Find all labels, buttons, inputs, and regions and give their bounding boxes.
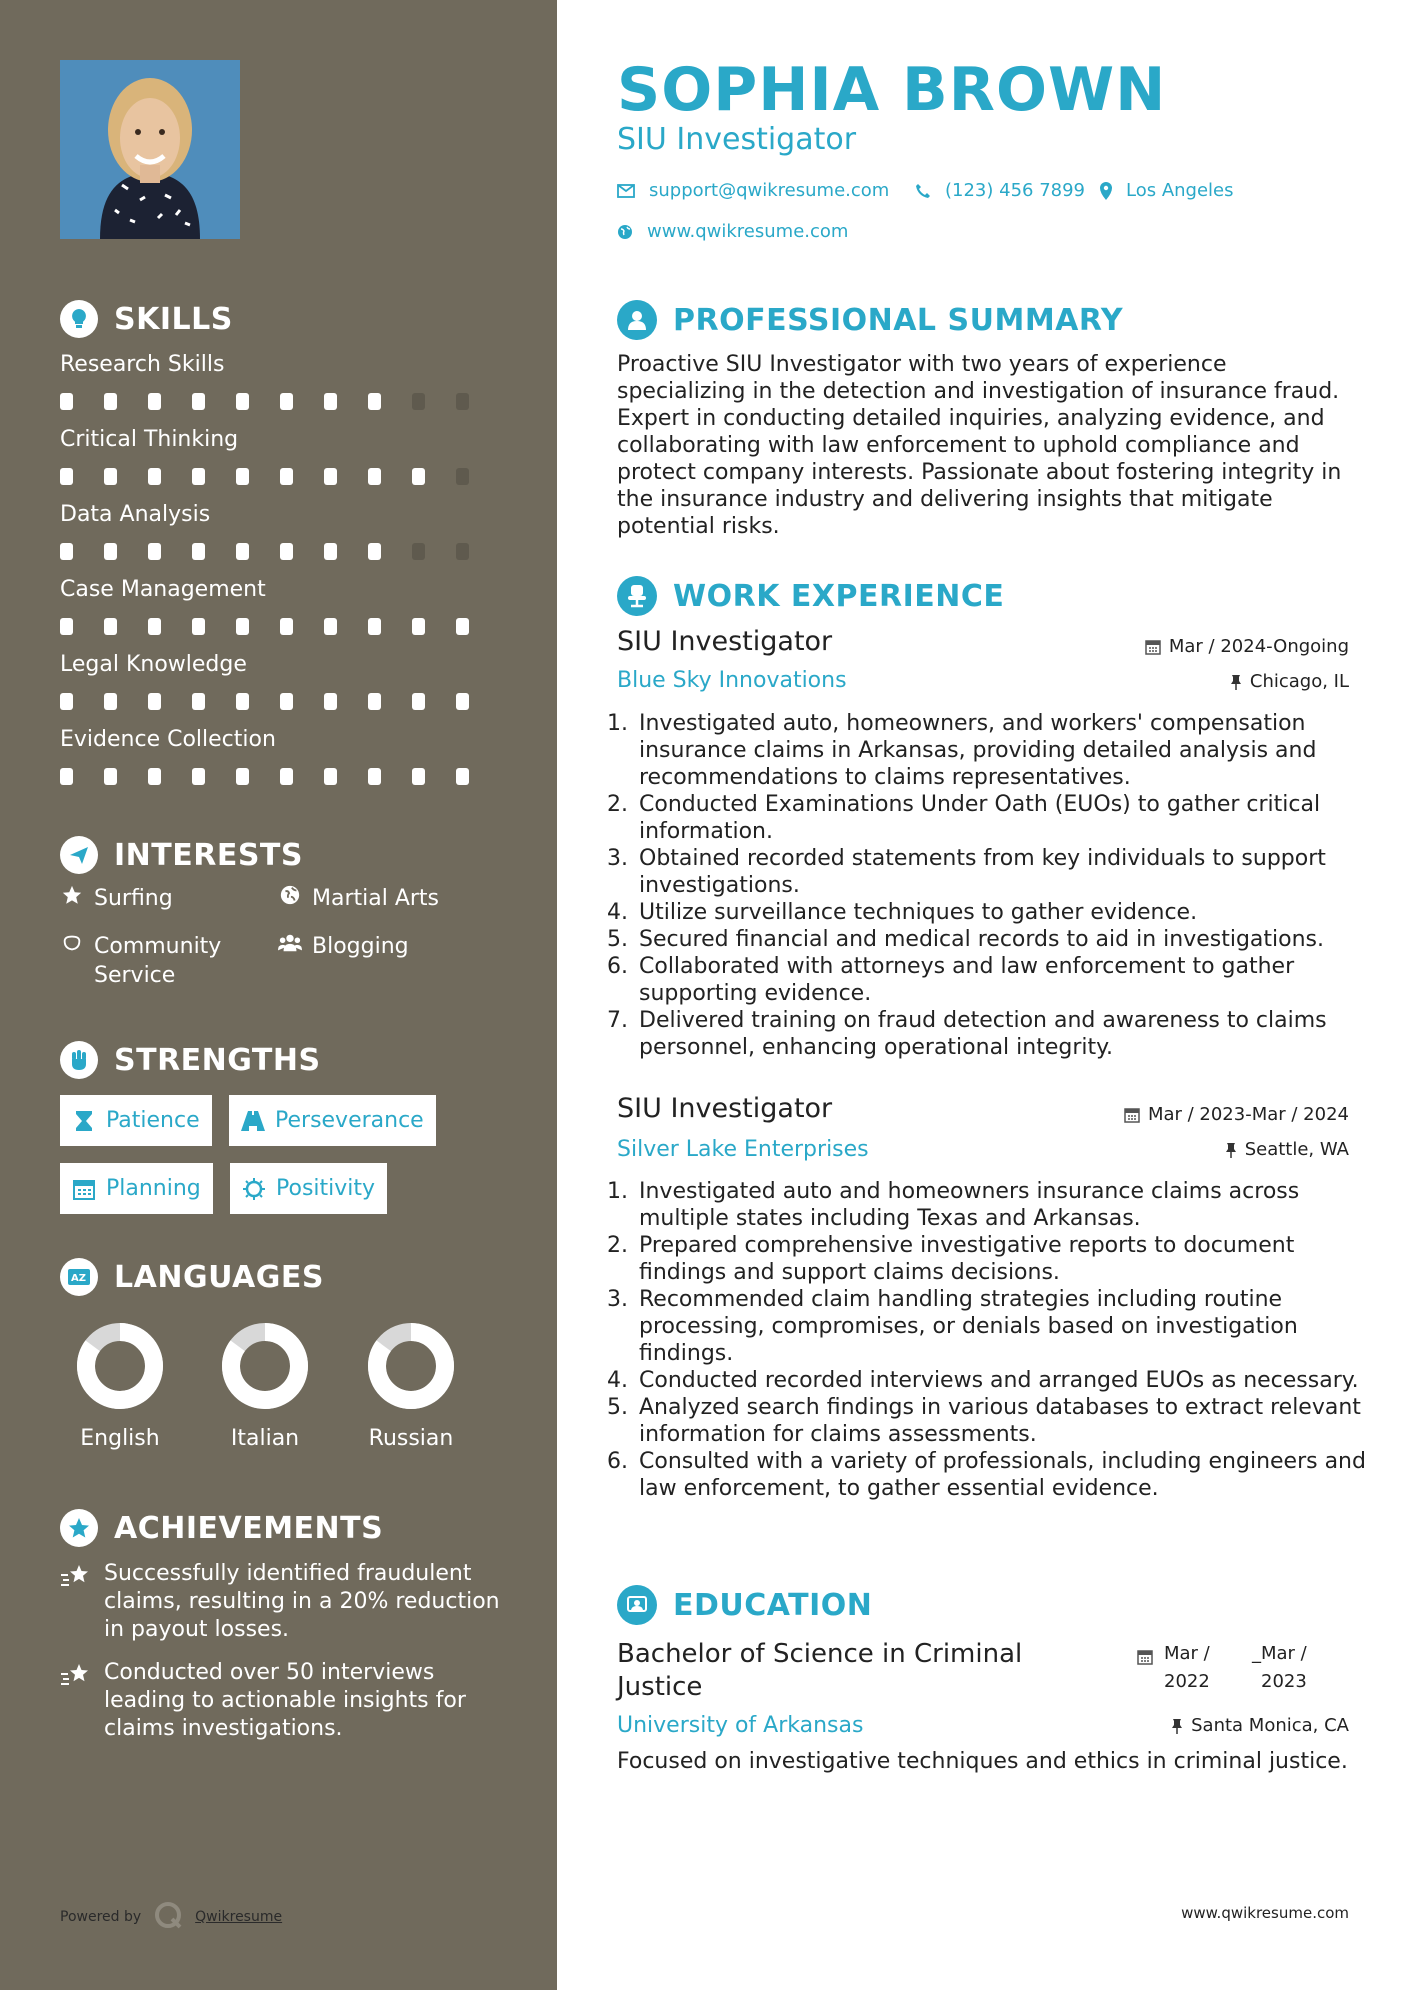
rating-dot — [324, 393, 337, 410]
rating-dot — [368, 618, 381, 635]
rating-dot — [368, 468, 381, 485]
skill-rating — [60, 393, 500, 410]
education-heading: EDUCATION — [617, 1585, 872, 1625]
shooting-star-icon — [60, 1560, 92, 1644]
languages-heading: AZ LANGUAGES — [60, 1258, 324, 1296]
rating-dot — [236, 543, 249, 560]
summary-text: Proactive SIU Investigator with two years of experience specializing in the detection and investigation of insurance fraud. Expert in conducting detailed inquiries, analyzing evidence, and collaborating with law enforcement to uphold compliance and protect company interests. Passionate about fostering integrity in the insurance industry and delivering insights that mitigate potential risks. — [617, 352, 1342, 539]
language-item: English — [55, 1322, 185, 1451]
rating-dot — [60, 693, 73, 710]
rating-dot — [148, 693, 161, 710]
rating-dot — [324, 543, 337, 560]
rating-dot — [60, 393, 73, 410]
list-item: 3. Recommended claim handling strategies including routine processing, compromises, or denials based on investigation findings. — [635, 1286, 1375, 1367]
rating-dot — [368, 693, 381, 710]
rating-dot — [60, 618, 73, 635]
skill-label: Research Skills — [60, 352, 225, 377]
rating-dot — [280, 543, 293, 560]
rating-dot — [324, 693, 337, 710]
language-item: Italian — [200, 1322, 330, 1451]
experience-heading: WORK EXPERIENCE — [617, 576, 1004, 616]
chair-icon — [617, 576, 657, 616]
contact-phone[interactable]: (123) 456 7899 — [915, 180, 1085, 201]
education-location: Santa Monica, CA — [1171, 1715, 1349, 1736]
star-badge-icon — [60, 1509, 98, 1547]
rating-dot — [324, 768, 337, 785]
sidebar — [0, 0, 557, 1990]
rating-dot — [412, 468, 425, 485]
rating-dot — [192, 618, 205, 635]
calendar-icon — [1145, 639, 1161, 655]
language-donut — [367, 1322, 455, 1410]
profile-photo — [60, 60, 240, 239]
list-item: 7. Delivered training on fraud detection and awareness to claims personnel, enhancing operational integrity. — [635, 1007, 1375, 1061]
powered-by: Powered by Qwikresume — [60, 1900, 282, 1934]
rating-dot — [368, 543, 381, 560]
list-item: 2. Prepared comprehensive investigative reports to document findings and support claims decisions. — [635, 1232, 1375, 1286]
job-location: Seattle, WA — [1225, 1139, 1349, 1160]
skill-item — [60, 352, 500, 410]
list-item: 5. Analyzed search findings in various databases to extract relevant information for claims assessments. — [635, 1394, 1375, 1448]
rating-dot — [280, 693, 293, 710]
list-item: 1. Investigated auto and homeowners insurance claims across multiple states including Texas and Arkansas. — [635, 1178, 1375, 1232]
skill-item — [60, 502, 500, 560]
list-item: 6. Consulted with a variety of professionals, including engineers and law enforcement, to gather essential evidence. — [635, 1448, 1375, 1502]
phone-icon — [915, 183, 931, 199]
fist-icon — [60, 1041, 98, 1079]
rating-dot — [236, 393, 249, 410]
lightbulb-icon — [60, 300, 98, 338]
rating-dot — [280, 393, 293, 410]
candidate-name: SOPHIA BROWN — [617, 55, 1167, 125]
rating-dot — [148, 543, 161, 560]
rating-dot — [368, 768, 381, 785]
rating-dot — [104, 543, 117, 560]
contact-location: Los Angeles — [1100, 180, 1234, 201]
list-item: 4. Conducted recorded interviews and arranged EUOs as necessary. — [635, 1367, 1375, 1394]
skill-rating — [60, 768, 500, 785]
skill-label: Evidence Collection — [60, 727, 276, 752]
interest-item: Community Service — [60, 932, 260, 990]
skill-label: Critical Thinking — [60, 427, 239, 452]
shooting-star-icon — [60, 1659, 92, 1743]
rating-dot — [60, 543, 73, 560]
rating-dot — [148, 618, 161, 635]
education-description: Focused on investigative techniques and ethics in criminal justice. — [617, 1749, 1348, 1774]
list-item: 6. Collaborated with attorneys and law enforcement to gather supporting evidence. — [635, 953, 1375, 1007]
rating-dot — [148, 468, 161, 485]
hourglass-icon — [72, 1109, 96, 1133]
skill-rating — [60, 618, 500, 635]
rating-dot — [456, 618, 469, 635]
footer-url[interactable]: www.qwikresume.com — [1181, 1904, 1349, 1922]
skill-item — [60, 577, 500, 635]
job-location: Chicago, IL — [1230, 671, 1349, 692]
road-icon — [241, 1109, 265, 1133]
language-donut — [76, 1322, 164, 1410]
rating-dot — [456, 768, 469, 785]
rating-dot — [192, 693, 205, 710]
rating-dot — [412, 768, 425, 785]
list-item: 2. Conducted Examinations Under Oath (EUOs) to gather critical information. — [635, 791, 1375, 845]
skill-item — [60, 427, 500, 485]
job-title: SIU Investigator — [617, 1093, 833, 1124]
user-icon — [617, 300, 657, 340]
rating-dot — [236, 693, 249, 710]
qwikresume-link[interactable]: Qwikresume — [195, 1909, 283, 1925]
rating-dot — [148, 393, 161, 410]
achievement-item: Successfully identified fraudulent claims, resulting in a 20% reduction in payout losses. — [60, 1560, 500, 1644]
strength-badge: Positivity — [230, 1163, 387, 1214]
rating-dot — [280, 618, 293, 635]
school-name: University of Arkansas — [617, 1713, 864, 1738]
skill-label: Legal Knowledge — [60, 652, 247, 677]
contact-email[interactable]: support@qwikresume.com — [617, 180, 889, 201]
education-end-date: _Mar / 2023 — [1252, 1643, 1307, 1692]
job-company: Silver Lake Enterprises — [617, 1137, 869, 1162]
rating-dot — [324, 618, 337, 635]
rating-dot — [192, 393, 205, 410]
skill-rating — [60, 468, 500, 485]
candidate-role: SIU Investigator — [617, 122, 857, 157]
pushpin-icon — [1230, 674, 1242, 690]
calendar-icon — [1124, 1107, 1140, 1123]
list-item: 5. Secured financial and medical records to aid in investigations. — [635, 926, 1375, 953]
achievements-heading: ACHIEVEMENTS — [60, 1509, 383, 1547]
rating-dot — [412, 393, 425, 410]
rating-dot — [236, 468, 249, 485]
rating-dot — [412, 693, 425, 710]
list-item: 3. Obtained recorded statements from key individuals to support investigations. — [635, 845, 1375, 899]
rating-dot — [104, 618, 117, 635]
rating-dot — [324, 468, 337, 485]
achievement-item: Conducted over 50 interviews leading to actionable insights for claims investigations. — [60, 1659, 500, 1743]
list-item: 1. Investigated auto, homeowners, and workers' compensation insurance claims in Arkansas, providing detailed analysis and recommendations to claims representatives. — [635, 710, 1375, 791]
rating-dot — [192, 468, 205, 485]
education-start-date: Mar / 2022 — [1164, 1643, 1210, 1692]
rating-dot — [456, 393, 469, 410]
interest-item: Blogging — [278, 932, 409, 961]
rating-dot — [456, 543, 469, 560]
calendar-icon — [72, 1177, 96, 1201]
hand-icon — [60, 932, 84, 954]
strengths-heading: STRENGTHS — [60, 1041, 321, 1079]
job-bullets — [617, 710, 1375, 1061]
envelope-icon — [617, 184, 635, 198]
globe-icon — [617, 224, 633, 240]
rating-dot — [236, 618, 249, 635]
translate-icon — [60, 1258, 98, 1296]
skills-heading: SKILLS — [60, 300, 233, 338]
language-item: Russian — [346, 1322, 476, 1451]
rating-dot — [60, 768, 73, 785]
summary-heading: PROFESSIONAL SUMMARY — [617, 300, 1123, 340]
paper-plane-icon — [60, 836, 98, 874]
svg-text:AZ: AZ — [71, 1273, 86, 1284]
interest-item: Surfing — [60, 884, 173, 913]
graduate-icon — [617, 1585, 657, 1625]
pushpin-icon — [1171, 1718, 1183, 1734]
skill-rating — [60, 543, 500, 560]
rating-dot — [280, 768, 293, 785]
skill-label: Data Analysis — [60, 502, 211, 527]
skill-rating — [60, 693, 500, 710]
rating-dot — [192, 543, 205, 560]
pushpin-icon — [1225, 1142, 1237, 1158]
interest-item: Martial Arts — [278, 884, 439, 913]
users-icon — [278, 932, 302, 954]
rating-dot — [104, 693, 117, 710]
map-pin-icon — [1100, 182, 1112, 200]
rating-dot — [456, 468, 469, 485]
strength-badge: Planning — [60, 1163, 213, 1214]
job-dates: Mar / 2023-Mar / 2024 — [1124, 1104, 1349, 1125]
qwikresume-logo-icon — [153, 1900, 183, 1934]
skill-item — [60, 727, 500, 785]
rating-dot — [368, 393, 381, 410]
rating-dot — [412, 618, 425, 635]
globe-icon — [278, 884, 302, 906]
star-icon — [60, 884, 84, 906]
rating-dot — [192, 768, 205, 785]
list-item: 4. Utilize surveillance techniques to gather evidence. — [635, 899, 1375, 926]
job-dates: Mar / 2024-Ongoing — [1145, 636, 1349, 657]
language-donut — [221, 1322, 309, 1410]
rating-dot — [104, 393, 117, 410]
job-title: SIU Investigator — [617, 626, 833, 657]
job-bullets — [617, 1178, 1375, 1502]
interests-heading: INTERESTS — [60, 836, 303, 874]
rating-dot — [456, 693, 469, 710]
calendar-icon — [1137, 1648, 1153, 1670]
rating-dot — [104, 468, 117, 485]
rating-dot — [104, 768, 117, 785]
rating-dot — [236, 768, 249, 785]
sun-icon — [242, 1177, 266, 1201]
rating-dot — [148, 768, 161, 785]
strength-badge: Perseverance — [229, 1095, 436, 1146]
skill-item — [60, 652, 500, 710]
skill-label: Case Management — [60, 577, 266, 602]
contact-website[interactable]: www.qwikresume.com — [617, 221, 848, 242]
job-company: Blue Sky Innovations — [617, 668, 847, 693]
rating-dot — [412, 543, 425, 560]
rating-dot — [60, 468, 73, 485]
rating-dot — [280, 468, 293, 485]
degree-title: Bachelor of Science in Criminal Justice — [617, 1639, 1023, 1702]
strength-badge: Patience — [60, 1095, 212, 1146]
